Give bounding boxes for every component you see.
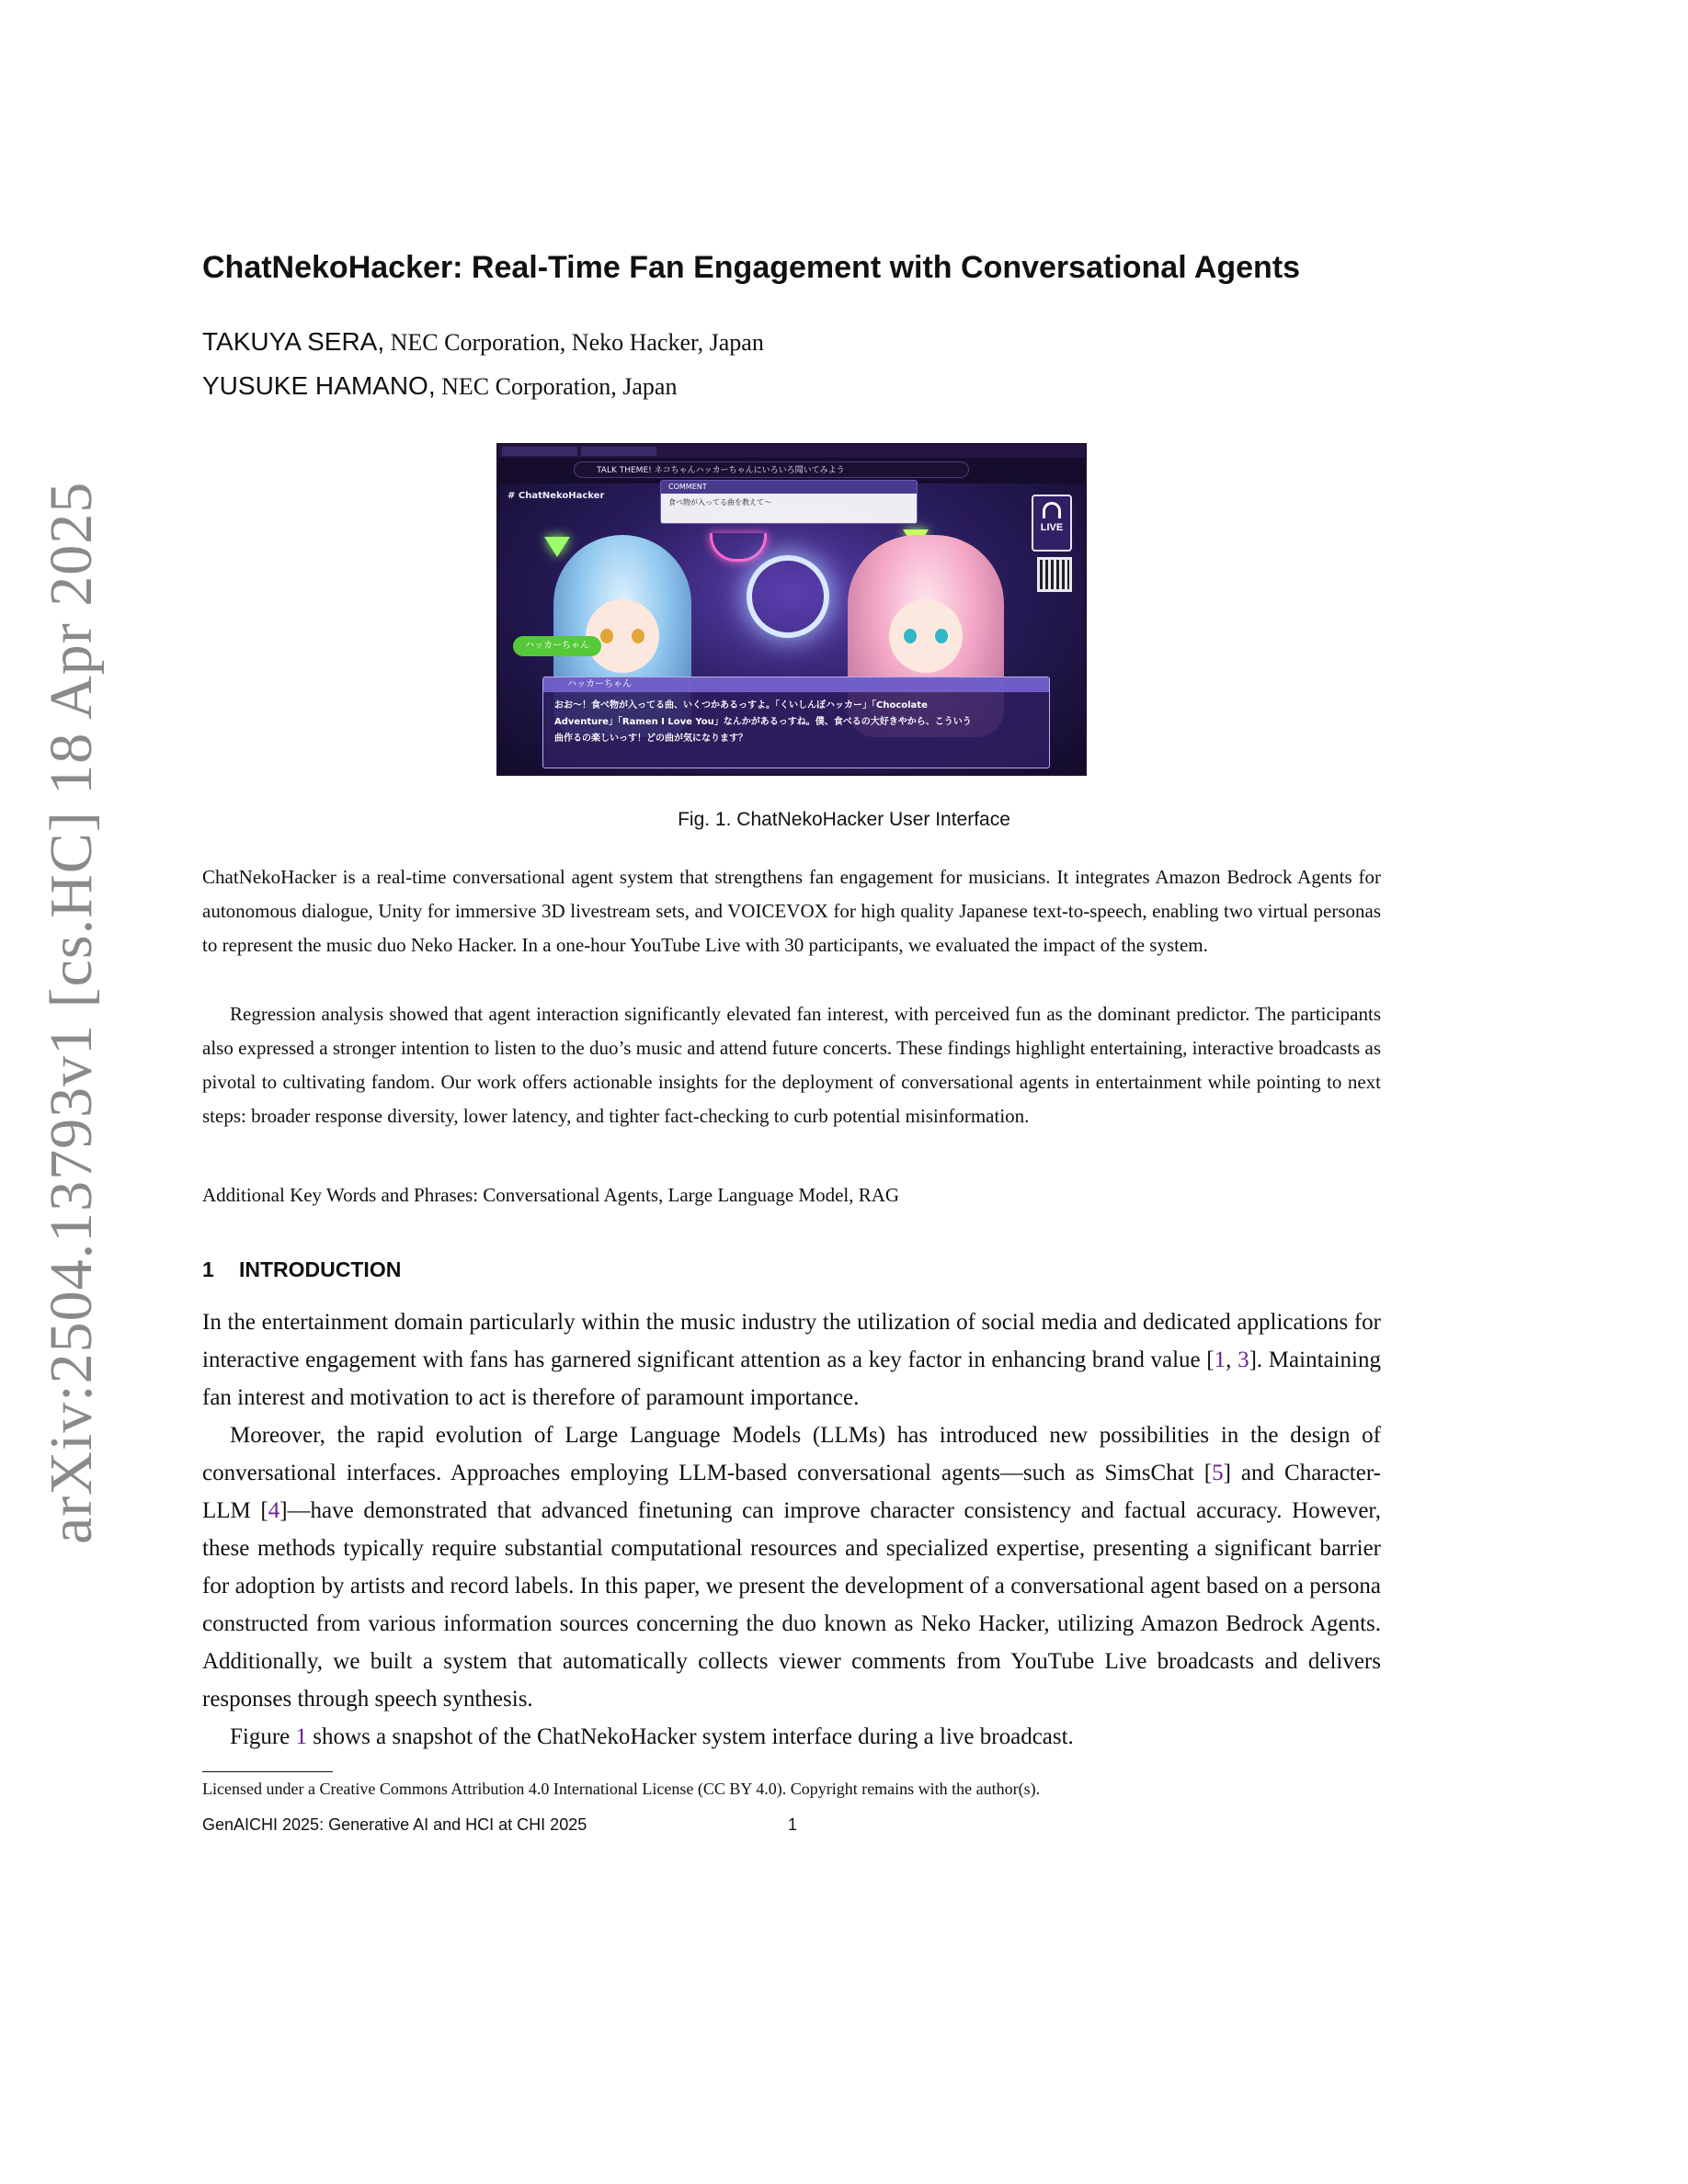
author-name: TAKUYA SERA, (202, 327, 385, 356)
section-title: INTRODUCTION (239, 1257, 402, 1281)
browser-tab (581, 447, 656, 456)
headphone-logo-icon (747, 555, 829, 638)
figure-link[interactable]: 1 (295, 1724, 308, 1749)
comment-header: COMMENT (661, 481, 917, 494)
speaker-button: ハッカーちゃん (513, 636, 601, 656)
dialog-title: ハッカーちゃん (543, 677, 1049, 692)
citation-link[interactable]: 3 (1237, 1348, 1249, 1372)
author-affiliation: NEC Corporation, Neko Hacker, Japan (384, 329, 764, 356)
paper-title: ChatNekoHacker: Real-Time Fan Engagement with Conversational Agents (202, 250, 1301, 285)
neon-triangle-icon (544, 537, 570, 557)
eye-icon (904, 629, 917, 643)
author-line (202, 327, 764, 357)
comment-panel (660, 480, 918, 524)
body-paragraph (202, 1718, 1381, 1756)
paragraph-text: ]—have demonstrated that advanced finetuning can improve character consistency and factual accuracy. However, these methods typically require substantial computational resources and specialized expertise, presenting a significant barrier for adoption by artists and record labels. In this paper, we present the development of a conversational agent based on a persona constructed from various information sources concerning the duo known as Neko Hacker, utilizing Amazon Bedrock Agents. Additionally, we built a system that automatically collects viewer comments from YouTube Live broadcasts and delivers responses through speech synthesis. (202, 1498, 1381, 1712)
live-label: LIVE (1040, 522, 1064, 533)
body-paragraph (202, 1416, 1381, 1718)
author-affiliation: NEC Corporation, Japan (435, 373, 678, 400)
talk-theme-bar: TALK THEME! ネコちゃんハッカーちゃんにいろいろ聞いてみよう (574, 461, 969, 478)
avatar-face (889, 599, 963, 673)
qr-code-icon (1037, 557, 1072, 592)
neon-decoration (710, 533, 767, 562)
page-number: 1 (788, 1815, 798, 1834)
browser-tabbar (498, 445, 1085, 458)
footnote-rule (202, 1771, 333, 1772)
venue-footer: GenAICHI 2025: Generative AI and HCI at CHI 2025 (202, 1815, 587, 1834)
dialog-text: おお〜！食べ物が入ってる曲、いくつかあるっすよ。「くいしんぼハッカー」「Chocolate Adventure」「Ramen I Love You」なんかがあるっすね。僕、食べるの大好きやから、こういう 曲作るの楽しいっす！どの曲が気になります？ (554, 700, 972, 744)
paragraph-text: Moreover, the rapid evolution of Large Language Models (LLMs) has introduced new possibilities in the design of conversational interfaces. Approaches employing LLM-based conversational agents—such as SimsChat [ (202, 1423, 1381, 1485)
section-number: 1 (202, 1257, 214, 1281)
figure-screenshot (496, 443, 1087, 776)
paragraph-text: ]. Maintaining fan interest and motivation to act is therefore of paramount importance. (202, 1348, 1382, 1410)
paragraph-text: Figure (230, 1724, 296, 1749)
abstract-paragraph: ChatNekoHacker is a real-time conversational agent system that strengthens fan engagement for musicians. It integrates Amazon Bedrock Agents for autonomous dialogue, Unity for immersive 3D livestream sets, and VOICEVOX for high quality Japanese text-to-speech, enabling two virtual personas to represent the music duo Neko Hacker. In a one-hour YouTube Live with 30 participants, we evaluated the impact of the system. (202, 866, 1381, 956)
headphone-icon (1043, 502, 1061, 518)
paragraph-text: ] and Character-LLM [ (202, 1461, 1381, 1523)
keywords: Additional Key Words and Phrases: Conversational Agents, Large Language Model, RAG (202, 1184, 900, 1206)
citation-link[interactable]: 1 (1214, 1348, 1226, 1372)
figure-caption: Fig. 1. ChatNekoHacker User Interface (678, 809, 1010, 830)
author-line (202, 371, 677, 401)
paragraph-text: In the entertainment domain particularly within the music industry the utilization of social media and dedicated applications for interactive engagement with fans has garnered significant attention as a key factor in enhancing brand value [ (202, 1310, 1381, 1372)
eye-icon (935, 629, 948, 643)
browser-tab (502, 447, 577, 456)
paragraph-text: , (1226, 1348, 1238, 1372)
arxiv-stamp: arXiv:2504.13793v1 [cs.HC] 18 Apr 2025 (38, 481, 105, 1544)
paragraph-text: shows a snapshot of the ChatNekoHacker system interface during a live broadcast. (307, 1724, 1074, 1749)
hashtag-label: # ChatNekoHacker (508, 491, 605, 501)
citation-link[interactable]: 4 (268, 1498, 280, 1523)
license-footnote: Licensed under a Creative Commons Attribution 4.0 International License (CC BY 4.0). Copyright remains with the author(s). (202, 1780, 1041, 1798)
dialog-window (542, 677, 1050, 768)
avatar-face (586, 599, 659, 673)
author-name: YUSUKE HAMANO, (202, 371, 436, 400)
eye-icon (632, 629, 644, 643)
body-paragraph (202, 1303, 1381, 1416)
abstract-paragraph: Regression analysis showed that agent interaction significantly elevated fan interest, with perceived fun as the dominant predictor. The participants also expressed a stronger intention to listen to the duo’s music and attend future concerts. These findings highlight entertaining, interactive broadcasts as pivotal to cultivating fandom. Our work offers actionable insights for the deployment of conversational agents in entertainment while pointing to next steps: broader response diversity, lower latency, and tighter fact-checking to curb potential misinformation. (202, 1003, 1381, 1127)
eye-icon (600, 629, 613, 643)
citation-link[interactable]: 5 (1212, 1461, 1224, 1485)
live-badge (1032, 495, 1072, 552)
comment-text: 食べ物が入ってる曲を教えて〜 (668, 498, 771, 506)
section-heading (202, 1257, 401, 1282)
